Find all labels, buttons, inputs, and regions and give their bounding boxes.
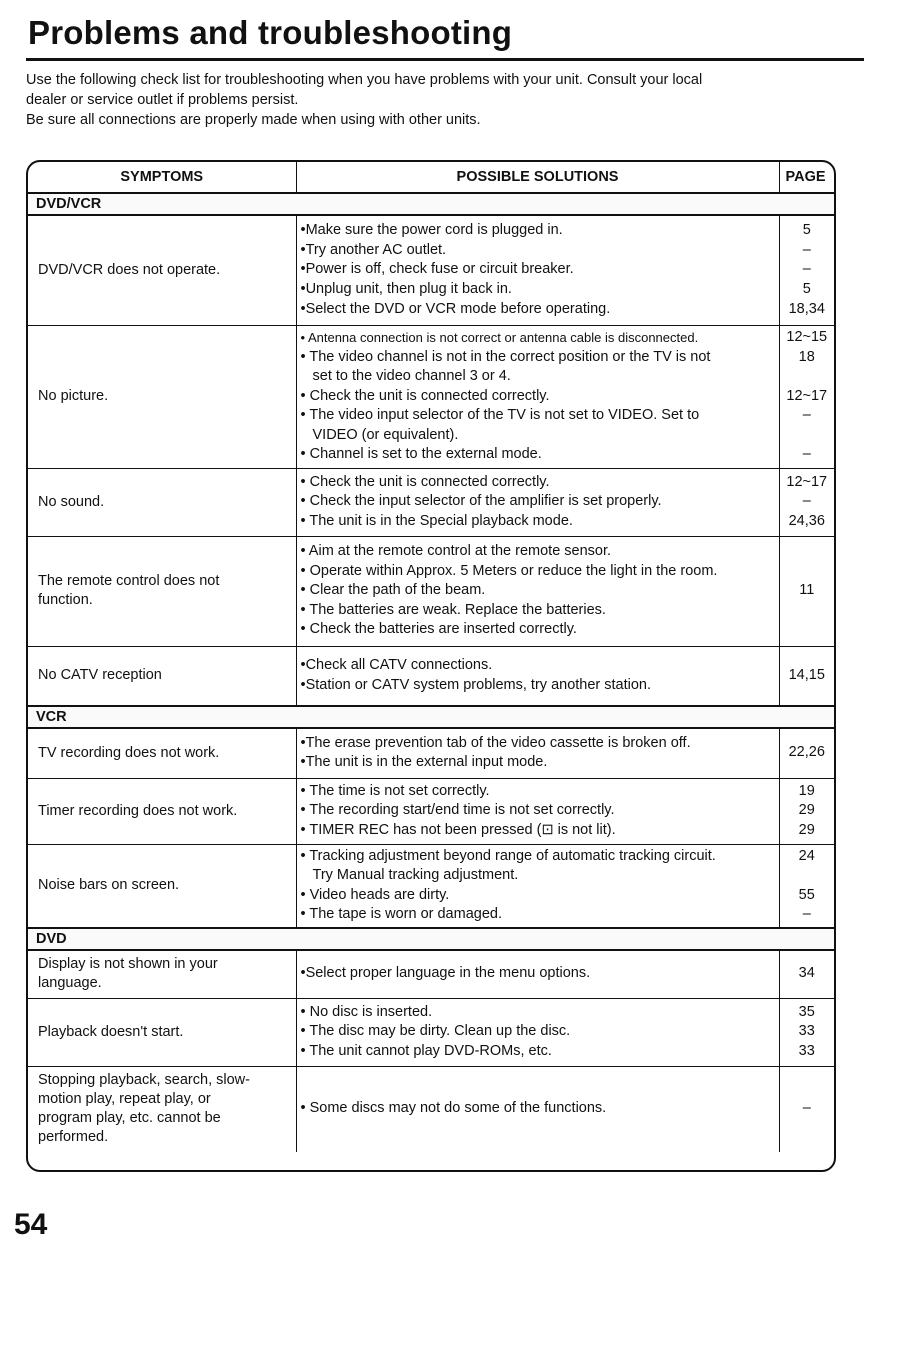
page-cell: 14,15 xyxy=(779,646,834,706)
table-row xyxy=(28,728,834,778)
table-row xyxy=(28,950,834,998)
title-rule xyxy=(26,58,864,61)
table-row xyxy=(28,998,834,1066)
section-title: DVD/VCR xyxy=(28,193,834,215)
symptom-cell: DVD/VCR does not operate. xyxy=(28,215,296,325)
solution-cell: • The time is not set correctly. • The recording start/end time is not set correctly. • TIMER REC has not been pressed (⊡ is not lit). xyxy=(296,778,779,844)
troubleshooting-table-frame xyxy=(26,160,836,1172)
section-title: VCR xyxy=(28,706,834,728)
table-row xyxy=(28,1066,834,1152)
page-cell: 11 xyxy=(779,536,834,646)
table-row xyxy=(28,325,834,468)
intro-line: dealer or service outlet if problems persist. xyxy=(26,92,299,108)
section-row xyxy=(28,928,834,950)
table-row xyxy=(28,536,834,646)
table-row xyxy=(28,215,834,325)
table-row xyxy=(28,468,834,536)
symptom-cell: Playback doesn't start. xyxy=(28,998,296,1066)
page-header: PAGE xyxy=(779,162,834,193)
page-cell: 12~15 18 12~17 – – xyxy=(779,325,834,468)
symptom-cell: The remote control does not function. xyxy=(28,536,296,646)
solutions-header: POSSIBLE SOLUTIONS xyxy=(296,162,779,193)
page-cell: 19 29 29 xyxy=(779,778,834,844)
solution-cell: • Check the unit is connected correctly. • Check the input selector of the amplifier is set properly. • The unit is in the Special playback mode. xyxy=(296,468,779,536)
solution-cell: •Make sure the power cord is plugged in. •Try another AC outlet. •Power is off, check fuse or circuit breaker. •Unplug unit, then plug it back in. •Select the DVD or VCR mode before operating. xyxy=(296,215,779,325)
page-cell: – xyxy=(802,1100,811,1117)
symptom-cell: Noise bars on screen. xyxy=(28,844,296,928)
symptom-cell: No sound. xyxy=(28,468,296,536)
solution-cell: • Some discs may not do some of the functions. xyxy=(296,1066,779,1152)
symptom-cell: Display is not shown in your language. xyxy=(28,950,296,998)
solution-cell: • No disc is inserted. • The disc may be dirty. Clean up the disc. • The unit cannot play DVD-ROMs, etc. xyxy=(296,998,779,1066)
symptom-cell: No CATV reception xyxy=(28,646,296,706)
intro-line: Use the following check list for troubleshooting when you have problems with your unit. Consult your local xyxy=(26,72,703,88)
solution-cell: •The erase prevention tab of the video cassette is broken off. •The unit is in the external input mode. xyxy=(296,728,779,778)
page-cell: 34 xyxy=(779,950,834,998)
page-number: 54 xyxy=(14,1208,48,1241)
intro-line: Be sure all connections are properly made when using with other units. xyxy=(26,112,481,128)
table-row xyxy=(28,844,834,928)
solution-cell: •Select proper language in the menu options. xyxy=(296,950,779,998)
symptom-cell: Stopping playback, search, slow- motion play, repeat play, or program play, etc. cannot be performed. xyxy=(28,1066,296,1152)
symptom-cell: Timer recording does not work. xyxy=(28,778,296,844)
table-row xyxy=(28,646,834,706)
symptom-cell: No picture. xyxy=(28,325,296,468)
section-row xyxy=(28,706,834,728)
page-title: Problems and troubleshooting xyxy=(28,14,513,51)
page-cell: 24 55 – xyxy=(779,844,834,928)
intro-text xyxy=(26,70,856,130)
solution-cell: • Aim at the remote control at the remote sensor. • Operate within Approx. 5 Meters or reduce the light in the room. • Clear the path of the beam. • The batteries are weak. Replace the batteries. • Check the batteries are inserted correctly. xyxy=(296,536,779,646)
table-row xyxy=(28,778,834,844)
page-cell: 35 33 33 xyxy=(779,998,834,1066)
solution-cell: • Antenna connection is not correct or antenna cable is disconnected. • The video channel is not in the correct position or the TV is not set to the video channel 3 or 4. • Check the unit is connected correctly. • The video input selector of the TV is not set to VIDEO. Set to VIDEO (or equivalent). • Channel is set to the external mode. xyxy=(296,325,779,468)
page-cell: 12~17 – 24,36 xyxy=(779,468,834,536)
solution-cell: •Check all CATV connections. •Station or CATV system problems, try another station. xyxy=(296,646,779,706)
solution-cell: • Tracking adjustment beyond range of automatic tracking circuit. Try Manual tracking adjustment. • Video heads are dirty. • The tape is worn or damaged. xyxy=(296,844,779,928)
section-title: DVD xyxy=(28,928,834,950)
section-row xyxy=(28,193,834,215)
symptom-cell: TV recording does not work. xyxy=(28,728,296,778)
page-cell: 22,26 xyxy=(779,728,834,778)
troubleshooting-table xyxy=(28,162,834,1152)
page-cell: 5 – – 5 18,34 xyxy=(779,215,834,325)
symptoms-header: SYMPTOMS xyxy=(28,162,296,193)
